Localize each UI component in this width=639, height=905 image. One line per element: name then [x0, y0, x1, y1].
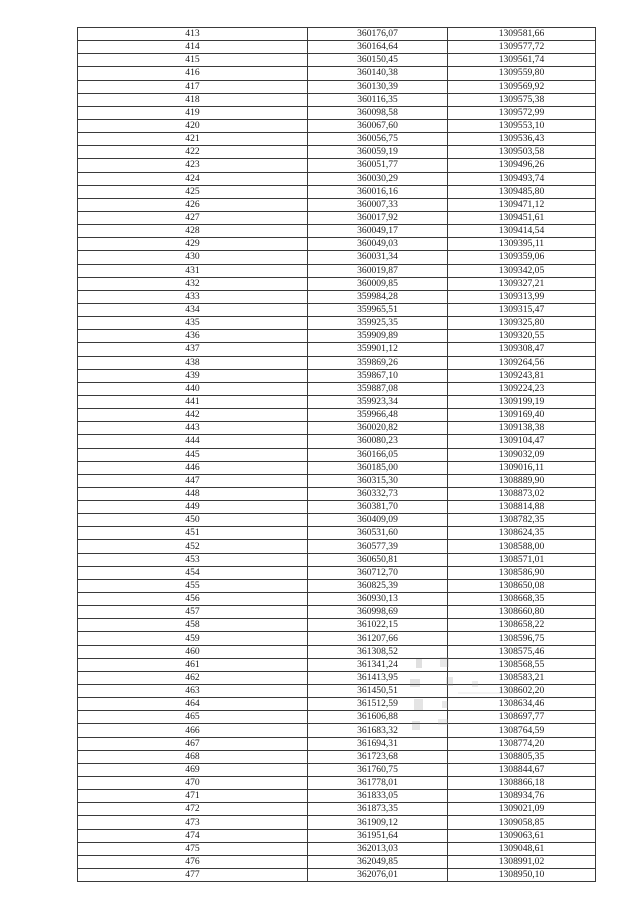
point-number-cell: 452 — [78, 540, 308, 553]
x-coordinate-cell: 360140,38 — [308, 67, 448, 80]
x-coordinate-cell: 362076,01 — [308, 869, 448, 882]
table-row — [78, 501, 596, 514]
point-number-cell: 449 — [78, 501, 308, 514]
x-coordinate-cell: 360650,81 — [308, 553, 448, 566]
y-coordinate-cell: 1309493,74 — [448, 172, 596, 185]
table-row — [78, 698, 596, 711]
table-row — [78, 671, 596, 684]
x-coordinate-cell: 359923,34 — [308, 395, 448, 408]
table-row — [78, 343, 596, 356]
x-coordinate-cell: 360116,35 — [308, 93, 448, 106]
y-coordinate-cell: 1309577,72 — [448, 41, 596, 54]
x-coordinate-cell: 360332,73 — [308, 487, 448, 500]
table-row — [78, 185, 596, 198]
table-row — [78, 119, 596, 132]
point-number-cell: 425 — [78, 185, 308, 198]
y-coordinate-cell: 1309058,85 — [448, 816, 596, 829]
point-number-cell: 461 — [78, 658, 308, 671]
x-coordinate-cell: 360930,13 — [308, 593, 448, 606]
x-coordinate-cell: 360176,07 — [308, 28, 448, 41]
y-coordinate-cell: 1308668,35 — [448, 593, 596, 606]
x-coordinate-cell: 360009,85 — [308, 277, 448, 290]
point-number-cell: 448 — [78, 487, 308, 500]
y-coordinate-cell: 1308602,20 — [448, 685, 596, 698]
y-coordinate-cell: 1308805,35 — [448, 750, 596, 763]
coordinates-table — [77, 27, 596, 882]
point-number-cell: 430 — [78, 251, 308, 264]
x-coordinate-cell: 359887,08 — [308, 382, 448, 395]
point-number-cell: 454 — [78, 566, 308, 579]
y-coordinate-cell: 1308889,90 — [448, 474, 596, 487]
x-coordinate-cell: 360577,39 — [308, 540, 448, 553]
table-row — [78, 737, 596, 750]
point-number-cell: 463 — [78, 685, 308, 698]
y-coordinate-cell: 1308764,59 — [448, 724, 596, 737]
table-row — [78, 461, 596, 474]
x-coordinate-cell: 360031,34 — [308, 251, 448, 264]
y-coordinate-cell: 1309016,11 — [448, 461, 596, 474]
point-number-cell: 445 — [78, 448, 308, 461]
table-row — [78, 382, 596, 395]
point-number-cell: 415 — [78, 54, 308, 67]
x-coordinate-cell: 360030,29 — [308, 172, 448, 185]
table-row — [78, 172, 596, 185]
y-coordinate-cell: 1308934,76 — [448, 790, 596, 803]
table-row — [78, 750, 596, 763]
point-number-cell: 413 — [78, 28, 308, 41]
x-coordinate-cell: 361450,51 — [308, 685, 448, 698]
y-coordinate-cell: 1308583,21 — [448, 671, 596, 684]
y-coordinate-cell: 1309536,43 — [448, 133, 596, 146]
point-number-cell: 455 — [78, 579, 308, 592]
table-row — [78, 579, 596, 592]
y-coordinate-cell: 1309471,12 — [448, 198, 596, 211]
x-coordinate-cell: 361723,68 — [308, 750, 448, 763]
y-coordinate-cell: 1309503,58 — [448, 146, 596, 159]
x-coordinate-cell: 359984,28 — [308, 290, 448, 303]
point-number-cell: 437 — [78, 343, 308, 356]
y-coordinate-cell: 1308950,10 — [448, 869, 596, 882]
point-number-cell: 456 — [78, 593, 308, 606]
y-coordinate-cell: 1309327,21 — [448, 277, 596, 290]
table-row — [78, 422, 596, 435]
point-number-cell: 426 — [78, 198, 308, 211]
y-coordinate-cell: 1309575,38 — [448, 93, 596, 106]
y-coordinate-cell: 1309553,10 — [448, 119, 596, 132]
x-coordinate-cell: 359869,26 — [308, 356, 448, 369]
x-coordinate-cell: 360020,82 — [308, 422, 448, 435]
table-row — [78, 777, 596, 790]
point-number-cell: 457 — [78, 606, 308, 619]
y-coordinate-cell: 1309169,40 — [448, 409, 596, 422]
point-number-cell: 465 — [78, 711, 308, 724]
point-number-cell: 441 — [78, 395, 308, 408]
point-number-cell: 474 — [78, 829, 308, 842]
y-coordinate-cell: 1308697,77 — [448, 711, 596, 724]
y-coordinate-cell: 1308575,46 — [448, 645, 596, 658]
x-coordinate-cell: 360185,00 — [308, 461, 448, 474]
x-coordinate-cell: 360017,92 — [308, 211, 448, 224]
table-row — [78, 93, 596, 106]
x-coordinate-cell: 360130,39 — [308, 80, 448, 93]
x-coordinate-cell: 361778,01 — [308, 777, 448, 790]
x-coordinate-cell: 360409,09 — [308, 514, 448, 527]
y-coordinate-cell: 1308586,90 — [448, 566, 596, 579]
point-number-cell: 477 — [78, 869, 308, 882]
table-row — [78, 409, 596, 422]
table-row — [78, 146, 596, 159]
point-number-cell: 419 — [78, 106, 308, 119]
y-coordinate-cell: 1308624,35 — [448, 527, 596, 540]
x-coordinate-cell: 361022,15 — [308, 619, 448, 632]
table-row — [78, 540, 596, 553]
y-coordinate-cell: 1308568,55 — [448, 658, 596, 671]
point-number-cell: 467 — [78, 737, 308, 750]
x-coordinate-cell: 359909,89 — [308, 330, 448, 343]
point-number-cell: 421 — [78, 133, 308, 146]
point-number-cell: 462 — [78, 671, 308, 684]
table-row — [78, 711, 596, 724]
point-number-cell: 447 — [78, 474, 308, 487]
table-row — [78, 842, 596, 855]
x-coordinate-cell: 360098,58 — [308, 106, 448, 119]
point-number-cell: 417 — [78, 80, 308, 93]
table-row — [78, 238, 596, 251]
y-coordinate-cell: 1308650,08 — [448, 579, 596, 592]
y-coordinate-cell: 1309104,47 — [448, 435, 596, 448]
point-number-cell: 423 — [78, 159, 308, 172]
point-number-cell: 473 — [78, 816, 308, 829]
x-coordinate-cell: 359925,35 — [308, 317, 448, 330]
table-row — [78, 395, 596, 408]
table-row — [78, 803, 596, 816]
table-row — [78, 369, 596, 382]
table-row — [78, 632, 596, 645]
y-coordinate-cell: 1308571,01 — [448, 553, 596, 566]
point-number-cell: 453 — [78, 553, 308, 566]
table-row — [78, 133, 596, 146]
x-coordinate-cell: 360531,60 — [308, 527, 448, 540]
point-number-cell: 466 — [78, 724, 308, 737]
table-row — [78, 487, 596, 500]
x-coordinate-cell: 360019,87 — [308, 264, 448, 277]
y-coordinate-cell: 1309359,06 — [448, 251, 596, 264]
x-coordinate-cell: 361606,88 — [308, 711, 448, 724]
x-coordinate-cell: 361207,66 — [308, 632, 448, 645]
point-number-cell: 471 — [78, 790, 308, 803]
table-row — [78, 159, 596, 172]
table-row — [78, 829, 596, 842]
x-coordinate-cell: 362049,85 — [308, 855, 448, 868]
table-row — [78, 645, 596, 658]
table-row — [78, 685, 596, 698]
x-coordinate-cell: 361512,59 — [308, 698, 448, 711]
x-coordinate-cell: 361951,64 — [308, 829, 448, 842]
y-coordinate-cell: 1308588,00 — [448, 540, 596, 553]
point-number-cell: 469 — [78, 763, 308, 776]
table-row — [78, 251, 596, 264]
y-coordinate-cell: 1309561,74 — [448, 54, 596, 67]
table-row — [78, 41, 596, 54]
x-coordinate-cell: 360315,30 — [308, 474, 448, 487]
y-coordinate-cell: 1309021,09 — [448, 803, 596, 816]
x-coordinate-cell: 360150,45 — [308, 54, 448, 67]
table-row — [78, 54, 596, 67]
point-number-cell: 470 — [78, 777, 308, 790]
x-coordinate-cell: 360051,77 — [308, 159, 448, 172]
point-number-cell: 458 — [78, 619, 308, 632]
point-number-cell: 424 — [78, 172, 308, 185]
table-row — [78, 553, 596, 566]
x-coordinate-cell: 360080,23 — [308, 435, 448, 448]
table-row — [78, 225, 596, 238]
y-coordinate-cell: 1309138,38 — [448, 422, 596, 435]
table-row — [78, 264, 596, 277]
y-coordinate-cell: 1309320,55 — [448, 330, 596, 343]
y-coordinate-cell: 1309496,26 — [448, 159, 596, 172]
x-coordinate-cell: 361694,31 — [308, 737, 448, 750]
table-row — [78, 606, 596, 619]
x-coordinate-cell: 360016,16 — [308, 185, 448, 198]
y-coordinate-cell: 1309395,11 — [448, 238, 596, 251]
point-number-cell: 433 — [78, 290, 308, 303]
x-coordinate-cell: 360712,70 — [308, 566, 448, 579]
x-coordinate-cell: 361833,05 — [308, 790, 448, 803]
x-coordinate-cell: 359901,12 — [308, 343, 448, 356]
point-number-cell: 436 — [78, 330, 308, 343]
coordinates-table-body — [78, 28, 596, 882]
point-number-cell: 468 — [78, 750, 308, 763]
point-number-cell: 450 — [78, 514, 308, 527]
table-row — [78, 566, 596, 579]
y-coordinate-cell: 1309063,61 — [448, 829, 596, 842]
point-number-cell: 460 — [78, 645, 308, 658]
point-number-cell: 476 — [78, 855, 308, 868]
x-coordinate-cell: 359867,10 — [308, 369, 448, 382]
table-row — [78, 448, 596, 461]
table-row — [78, 211, 596, 224]
x-coordinate-cell: 360067,60 — [308, 119, 448, 132]
y-coordinate-cell: 1309032,09 — [448, 448, 596, 461]
table-row — [78, 303, 596, 316]
x-coordinate-cell: 361683,32 — [308, 724, 448, 737]
table-row — [78, 356, 596, 369]
x-coordinate-cell: 362013,03 — [308, 842, 448, 855]
table-row — [78, 80, 596, 93]
point-number-cell: 414 — [78, 41, 308, 54]
point-number-cell: 418 — [78, 93, 308, 106]
point-number-cell: 416 — [78, 67, 308, 80]
y-coordinate-cell: 1308991,02 — [448, 855, 596, 868]
table-row — [78, 290, 596, 303]
y-coordinate-cell: 1309342,05 — [448, 264, 596, 277]
x-coordinate-cell: 361909,12 — [308, 816, 448, 829]
x-coordinate-cell: 360059,19 — [308, 146, 448, 159]
point-number-cell: 428 — [78, 225, 308, 238]
x-coordinate-cell: 360056,75 — [308, 133, 448, 146]
y-coordinate-cell: 1309485,80 — [448, 185, 596, 198]
point-number-cell: 444 — [78, 435, 308, 448]
point-number-cell: 475 — [78, 842, 308, 855]
point-number-cell: 440 — [78, 382, 308, 395]
point-number-cell: 431 — [78, 264, 308, 277]
table-row — [78, 28, 596, 41]
y-coordinate-cell: 1309048,61 — [448, 842, 596, 855]
table-row — [78, 527, 596, 540]
y-coordinate-cell: 1309199,19 — [448, 395, 596, 408]
y-coordinate-cell: 1309224,23 — [448, 382, 596, 395]
x-coordinate-cell: 360998,69 — [308, 606, 448, 619]
y-coordinate-cell: 1309572,99 — [448, 106, 596, 119]
y-coordinate-cell: 1309264,56 — [448, 356, 596, 369]
table-row — [78, 198, 596, 211]
x-coordinate-cell: 360049,03 — [308, 238, 448, 251]
y-coordinate-cell: 1309451,61 — [448, 211, 596, 224]
point-number-cell: 420 — [78, 119, 308, 132]
table-row — [78, 855, 596, 868]
point-number-cell: 443 — [78, 422, 308, 435]
y-coordinate-cell: 1308634,46 — [448, 698, 596, 711]
x-coordinate-cell: 361413,95 — [308, 671, 448, 684]
y-coordinate-cell: 1309325,80 — [448, 317, 596, 330]
point-number-cell: 451 — [78, 527, 308, 540]
point-number-cell: 435 — [78, 317, 308, 330]
y-coordinate-cell: 1309569,92 — [448, 80, 596, 93]
y-coordinate-cell: 1308774,20 — [448, 737, 596, 750]
y-coordinate-cell: 1309308,47 — [448, 343, 596, 356]
y-coordinate-cell: 1309414,54 — [448, 225, 596, 238]
y-coordinate-cell: 1308814,88 — [448, 501, 596, 514]
table-row — [78, 514, 596, 527]
y-coordinate-cell: 1309581,66 — [448, 28, 596, 41]
x-coordinate-cell: 361341,24 — [308, 658, 448, 671]
table-row — [78, 593, 596, 606]
y-coordinate-cell: 1309313,99 — [448, 290, 596, 303]
table-row — [78, 619, 596, 632]
table-row — [78, 106, 596, 119]
point-number-cell: 472 — [78, 803, 308, 816]
point-number-cell: 429 — [78, 238, 308, 251]
point-number-cell: 422 — [78, 146, 308, 159]
x-coordinate-cell: 361308,52 — [308, 645, 448, 658]
x-coordinate-cell: 360164,64 — [308, 41, 448, 54]
table-row — [78, 277, 596, 290]
table-row — [78, 474, 596, 487]
table-row — [78, 658, 596, 671]
y-coordinate-cell: 1308660,80 — [448, 606, 596, 619]
y-coordinate-cell: 1308844,67 — [448, 763, 596, 776]
table-row — [78, 67, 596, 80]
y-coordinate-cell: 1308873,02 — [448, 487, 596, 500]
table-row — [78, 763, 596, 776]
x-coordinate-cell: 360825,39 — [308, 579, 448, 592]
point-number-cell: 464 — [78, 698, 308, 711]
point-number-cell: 439 — [78, 369, 308, 382]
y-coordinate-cell: 1309559,80 — [448, 67, 596, 80]
point-number-cell: 442 — [78, 409, 308, 422]
x-coordinate-cell: 359965,51 — [308, 303, 448, 316]
table-row — [78, 790, 596, 803]
x-coordinate-cell: 360381,70 — [308, 501, 448, 514]
point-number-cell: 438 — [78, 356, 308, 369]
y-coordinate-cell: 1308782,35 — [448, 514, 596, 527]
table-row — [78, 816, 596, 829]
x-coordinate-cell: 360166,05 — [308, 448, 448, 461]
point-number-cell: 432 — [78, 277, 308, 290]
x-coordinate-cell: 360049,17 — [308, 225, 448, 238]
point-number-cell: 446 — [78, 461, 308, 474]
y-coordinate-cell: 1308866,18 — [448, 777, 596, 790]
point-number-cell: 427 — [78, 211, 308, 224]
y-coordinate-cell: 1308658,22 — [448, 619, 596, 632]
y-coordinate-cell: 1308596,75 — [448, 632, 596, 645]
table-row — [78, 869, 596, 882]
table-row — [78, 724, 596, 737]
table-row — [78, 317, 596, 330]
x-coordinate-cell: 361760,75 — [308, 763, 448, 776]
table-row — [78, 330, 596, 343]
table-row — [78, 435, 596, 448]
x-coordinate-cell: 360007,33 — [308, 198, 448, 211]
x-coordinate-cell: 361873,35 — [308, 803, 448, 816]
point-number-cell: 434 — [78, 303, 308, 316]
y-coordinate-cell: 1309243,81 — [448, 369, 596, 382]
y-coordinate-cell: 1309315,47 — [448, 303, 596, 316]
x-coordinate-cell: 359966,48 — [308, 409, 448, 422]
point-number-cell: 459 — [78, 632, 308, 645]
